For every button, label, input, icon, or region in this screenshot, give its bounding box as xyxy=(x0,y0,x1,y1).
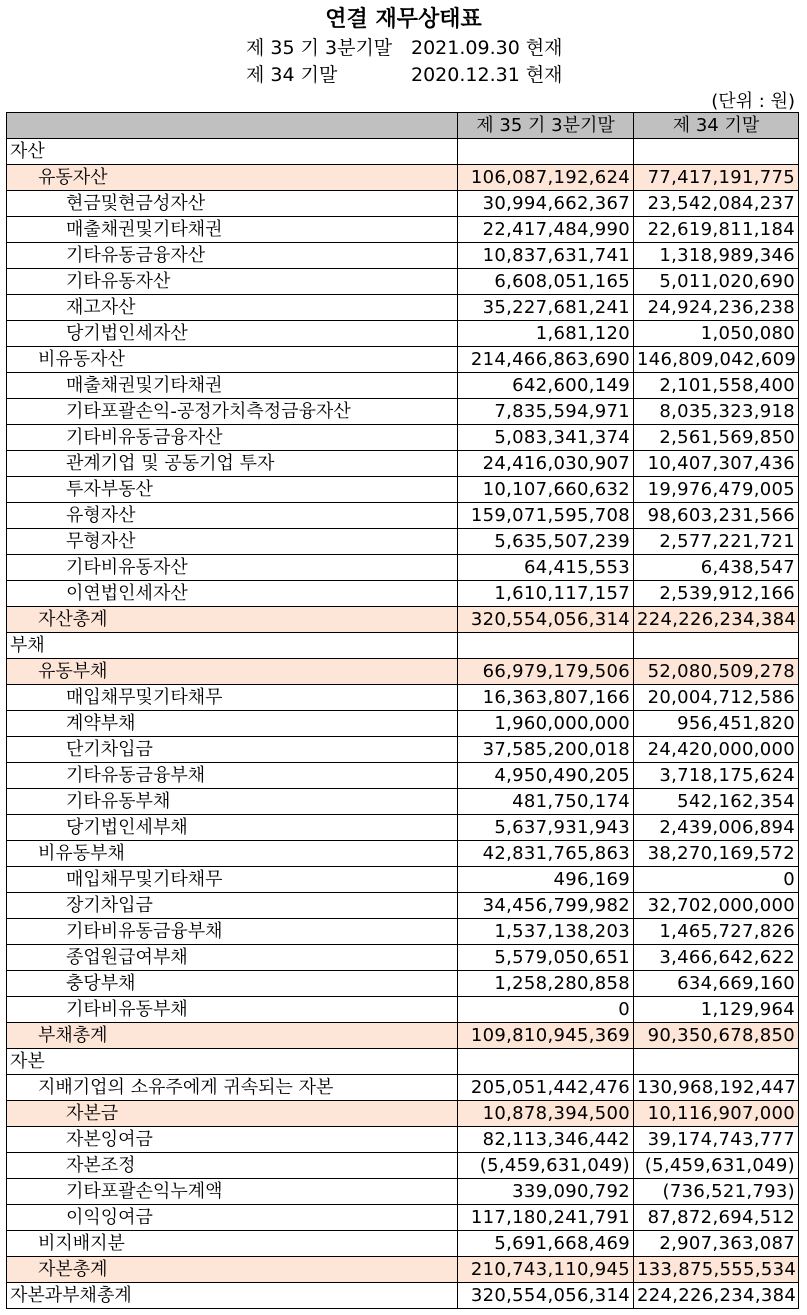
prior-period-value: 3,718,175,624 xyxy=(634,763,799,789)
prior-period-value: 1,465,727,826 xyxy=(634,919,799,945)
table-row xyxy=(7,1127,799,1153)
current-period-value: 481,750,174 xyxy=(458,789,634,815)
table-row xyxy=(7,945,799,971)
table-row xyxy=(7,971,799,997)
table-row xyxy=(7,373,799,399)
prior-period-value: 8,035,323,918 xyxy=(634,399,799,425)
prior-period-value: 224,226,234,384 xyxy=(634,1283,799,1309)
account-label: 당기법인세자산 xyxy=(7,321,458,347)
prior-period-value: (5,459,631,049) xyxy=(634,1153,799,1179)
table-row xyxy=(7,893,799,919)
period-prior-label: 제 34 기말 xyxy=(246,64,338,86)
table-row xyxy=(7,425,799,451)
current-period-value: 205,051,442,476 xyxy=(458,1075,634,1101)
current-period-value: 5,579,050,651 xyxy=(458,945,634,971)
account-label: 매출채권및기타채권 xyxy=(7,217,458,243)
table-row xyxy=(7,1023,799,1049)
account-label: 비유동자산 xyxy=(7,347,458,373)
current-period-value: 1,258,280,858 xyxy=(458,971,634,997)
table-row xyxy=(7,165,799,191)
table-row xyxy=(7,763,799,789)
current-period-value: 320,554,056,314 xyxy=(458,1283,634,1309)
current-period-value: 16,363,807,166 xyxy=(458,685,634,711)
prior-period-value: 22,619,811,184 xyxy=(634,217,799,243)
current-period-value: 6,608,051,165 xyxy=(458,269,634,295)
prior-period-value: 224,226,234,384 xyxy=(634,607,799,633)
account-label: 재고자산 xyxy=(7,295,458,321)
account-label: 비유동부채 xyxy=(7,841,458,867)
prior-period-value: 146,809,042,609 xyxy=(634,347,799,373)
table-row xyxy=(7,1075,799,1101)
current-period-value: 5,691,668,469 xyxy=(458,1231,634,1257)
table-row xyxy=(7,581,799,607)
prior-period-value: 542,162,354 xyxy=(634,789,799,815)
account-label: 지배기업의 소유주에게 귀속되는 자본 xyxy=(7,1075,458,1101)
prior-period-value: 634,669,160 xyxy=(634,971,799,997)
prior-period-value: 24,420,000,000 xyxy=(634,737,799,763)
current-period-value xyxy=(458,139,634,165)
account-label: 유동자산 xyxy=(7,165,458,191)
account-label: 기타유동금융부채 xyxy=(7,763,458,789)
prior-period-value: 6,438,547 xyxy=(634,555,799,581)
table-row xyxy=(7,555,799,581)
account-label: 유형자산 xyxy=(7,503,458,529)
current-period-value: 35,227,681,241 xyxy=(458,295,634,321)
prior-period-value: 20,004,712,586 xyxy=(634,685,799,711)
prior-period-value: 2,439,006,894 xyxy=(634,815,799,841)
current-period-value: 30,994,662,367 xyxy=(458,191,634,217)
prior-period-value: 38,270,169,572 xyxy=(634,841,799,867)
current-period-value: 5,637,931,943 xyxy=(458,815,634,841)
table-row xyxy=(7,1257,799,1283)
prior-period-value: 5,011,020,690 xyxy=(634,269,799,295)
current-period-value: 496,169 xyxy=(458,867,634,893)
header-prior-period: 제 34 기말 xyxy=(634,113,799,139)
current-period-value: 66,979,179,506 xyxy=(458,659,634,685)
current-period-value: 24,416,030,907 xyxy=(458,451,634,477)
account-label: 기타포괄손익-공정가치측정금융자산 xyxy=(7,399,458,425)
account-label: 당기법인세부채 xyxy=(7,815,458,841)
account-label: 장기차입금 xyxy=(7,893,458,919)
table-row xyxy=(7,997,799,1023)
period-prior-date: 2020.12.31 현재 xyxy=(411,64,563,86)
prior-period-value xyxy=(634,633,799,659)
table-row xyxy=(7,451,799,477)
table-row xyxy=(7,685,799,711)
period-current-date: 2021.09.30 현재 xyxy=(411,37,563,59)
account-label: 자본과부채총계 xyxy=(7,1283,458,1309)
prior-period-value: 956,451,820 xyxy=(634,711,799,737)
account-label: 자본잉여금 xyxy=(7,1127,458,1153)
account-label: 기타비유동자산 xyxy=(7,555,458,581)
current-period-value xyxy=(458,1049,634,1075)
prior-period-value: 2,577,221,721 xyxy=(634,529,799,555)
current-period-value: 117,180,241,791 xyxy=(458,1205,634,1231)
current-period-value: 214,466,863,690 xyxy=(458,347,634,373)
prior-period-value: 0 xyxy=(634,867,799,893)
account-label: 비지배지분 xyxy=(7,1231,458,1257)
account-label: 기타비유동금융자산 xyxy=(7,425,458,451)
table-row xyxy=(7,815,799,841)
current-period-value: 37,585,200,018 xyxy=(458,737,634,763)
prior-period-value: 2,539,912,166 xyxy=(634,581,799,607)
prior-period-value: 10,407,307,436 xyxy=(634,451,799,477)
current-period-value: 42,831,765,863 xyxy=(458,841,634,867)
account-label: 자본 xyxy=(7,1049,458,1075)
current-period-value: 1,610,117,157 xyxy=(458,581,634,607)
table-row xyxy=(7,919,799,945)
prior-period-value: 3,466,642,622 xyxy=(634,945,799,971)
prior-period-value: 90,350,678,850 xyxy=(634,1023,799,1049)
table-row xyxy=(7,477,799,503)
account-label: 자본금 xyxy=(7,1101,458,1127)
current-period-value: 109,810,945,369 xyxy=(458,1023,634,1049)
account-label: 기타포괄손익누계액 xyxy=(7,1179,458,1205)
current-period-value: 5,635,507,239 xyxy=(458,529,634,555)
table-row xyxy=(7,269,799,295)
table-row xyxy=(7,1231,799,1257)
account-label: 부채총계 xyxy=(7,1023,458,1049)
prior-period-value: 1,318,989,346 xyxy=(634,243,799,269)
table-row xyxy=(7,1049,799,1075)
prior-period-value xyxy=(634,1049,799,1075)
prior-period-value: 10,116,907,000 xyxy=(634,1101,799,1127)
table-row xyxy=(7,1179,799,1205)
current-period-value: 106,087,192,624 xyxy=(458,165,634,191)
table-row xyxy=(7,1101,799,1127)
current-period-value: 10,837,631,741 xyxy=(458,243,634,269)
prior-period-value: 19,976,479,005 xyxy=(634,477,799,503)
prior-period-value: 77,417,191,775 xyxy=(634,165,799,191)
current-period-value: 339,090,792 xyxy=(458,1179,634,1205)
table-row xyxy=(7,1153,799,1179)
prior-period-value: 23,542,084,237 xyxy=(634,191,799,217)
current-period-value: 10,878,394,500 xyxy=(458,1101,634,1127)
account-label: 매출채권및기타채권 xyxy=(7,373,458,399)
account-label: 계약부채 xyxy=(7,711,458,737)
account-label: 충당부채 xyxy=(7,971,458,997)
account-label: 이익잉여금 xyxy=(7,1205,458,1231)
current-period-value: 10,107,660,632 xyxy=(458,477,634,503)
table-row xyxy=(7,243,799,269)
table-row xyxy=(7,347,799,373)
account-label: 이연법인세자산 xyxy=(7,581,458,607)
table-row xyxy=(7,607,799,633)
account-label: 기타비유동부채 xyxy=(7,997,458,1023)
account-label: 매입채무및기타채무 xyxy=(7,685,458,711)
prior-period-value: 130,968,192,447 xyxy=(634,1075,799,1101)
prior-period-value: 87,872,694,512 xyxy=(634,1205,799,1231)
current-period-value: 4,950,490,205 xyxy=(458,763,634,789)
unit-label: (단위 : 원) xyxy=(711,91,795,112)
current-period-value: 5,083,341,374 xyxy=(458,425,634,451)
table-row xyxy=(7,217,799,243)
table-row xyxy=(7,139,799,165)
table-row xyxy=(7,1283,799,1309)
prior-period-value xyxy=(634,139,799,165)
current-period-value: 0 xyxy=(458,997,634,1023)
prior-period-value: 39,174,743,777 xyxy=(634,1127,799,1153)
account-label: 부채 xyxy=(7,633,458,659)
account-label: 기타유동부채 xyxy=(7,789,458,815)
prior-period-value: 98,603,231,566 xyxy=(634,503,799,529)
prior-period-value: 52,080,509,278 xyxy=(634,659,799,685)
table-row xyxy=(7,867,799,893)
current-period-value: 320,554,056,314 xyxy=(458,607,634,633)
account-label: 종업원급여부채 xyxy=(7,945,458,971)
table-row xyxy=(7,399,799,425)
table-row xyxy=(7,633,799,659)
current-period-value: 1,681,120 xyxy=(458,321,634,347)
table-row xyxy=(7,191,799,217)
prior-period-value: (736,521,793) xyxy=(634,1179,799,1205)
table-row xyxy=(7,659,799,685)
table-header-row xyxy=(7,113,799,139)
table-row xyxy=(7,789,799,815)
table-row xyxy=(7,295,799,321)
balance-sheet-table xyxy=(6,112,799,1309)
table-row xyxy=(7,503,799,529)
account-label: 관계기업 및 공동기업 투자 xyxy=(7,451,458,477)
table-row xyxy=(7,321,799,347)
account-label: 자산총계 xyxy=(7,607,458,633)
table-row xyxy=(7,529,799,555)
prior-period-value: 32,702,000,000 xyxy=(634,893,799,919)
table-row xyxy=(7,711,799,737)
account-label: 자본총계 xyxy=(7,1257,458,1283)
account-label: 기타비유동금융부채 xyxy=(7,919,458,945)
account-label: 무형자산 xyxy=(7,529,458,555)
current-period-value: 1,537,138,203 xyxy=(458,919,634,945)
table-row xyxy=(7,841,799,867)
current-period-value: 642,600,149 xyxy=(458,373,634,399)
account-label: 단기차입금 xyxy=(7,737,458,763)
account-label: 현금및현금성자산 xyxy=(7,191,458,217)
prior-period-value: 24,924,236,238 xyxy=(634,295,799,321)
prior-period-value: 1,129,964 xyxy=(634,997,799,1023)
account-label: 기타유동금융자산 xyxy=(7,243,458,269)
table-row xyxy=(7,1205,799,1231)
statement-title: 연결 재무상태표 xyxy=(325,7,482,32)
current-period-value: 1,960,000,000 xyxy=(458,711,634,737)
account-label: 기타유동자산 xyxy=(7,269,458,295)
prior-period-value: 1,050,080 xyxy=(634,321,799,347)
current-period-value: 22,417,484,990 xyxy=(458,217,634,243)
current-period-value: 82,113,346,442 xyxy=(458,1127,634,1153)
account-label: 매입채무및기타채무 xyxy=(7,867,458,893)
current-period-value: 210,743,110,945 xyxy=(458,1257,634,1283)
account-label: 자산 xyxy=(7,139,458,165)
current-period-value: (5,459,631,049) xyxy=(458,1153,634,1179)
table-row xyxy=(7,737,799,763)
current-period-value: 34,456,799,982 xyxy=(458,893,634,919)
header-current-period: 제 35 기 3분기말 xyxy=(458,113,634,139)
header-account xyxy=(7,113,458,139)
current-period-value xyxy=(458,633,634,659)
prior-period-value: 133,875,555,534 xyxy=(634,1257,799,1283)
current-period-value: 159,071,595,708 xyxy=(458,503,634,529)
prior-period-value: 2,561,569,850 xyxy=(634,425,799,451)
prior-period-value: 2,907,363,087 xyxy=(634,1231,799,1257)
prior-period-value: 2,101,558,400 xyxy=(634,373,799,399)
account-label: 자본조정 xyxy=(7,1153,458,1179)
account-label: 유동부채 xyxy=(7,659,458,685)
period-current-label: 제 35 기 3분기말 xyxy=(246,37,393,59)
current-period-value: 64,415,553 xyxy=(458,555,634,581)
account-label: 투자부동산 xyxy=(7,477,458,503)
current-period-value: 7,835,594,971 xyxy=(458,399,634,425)
